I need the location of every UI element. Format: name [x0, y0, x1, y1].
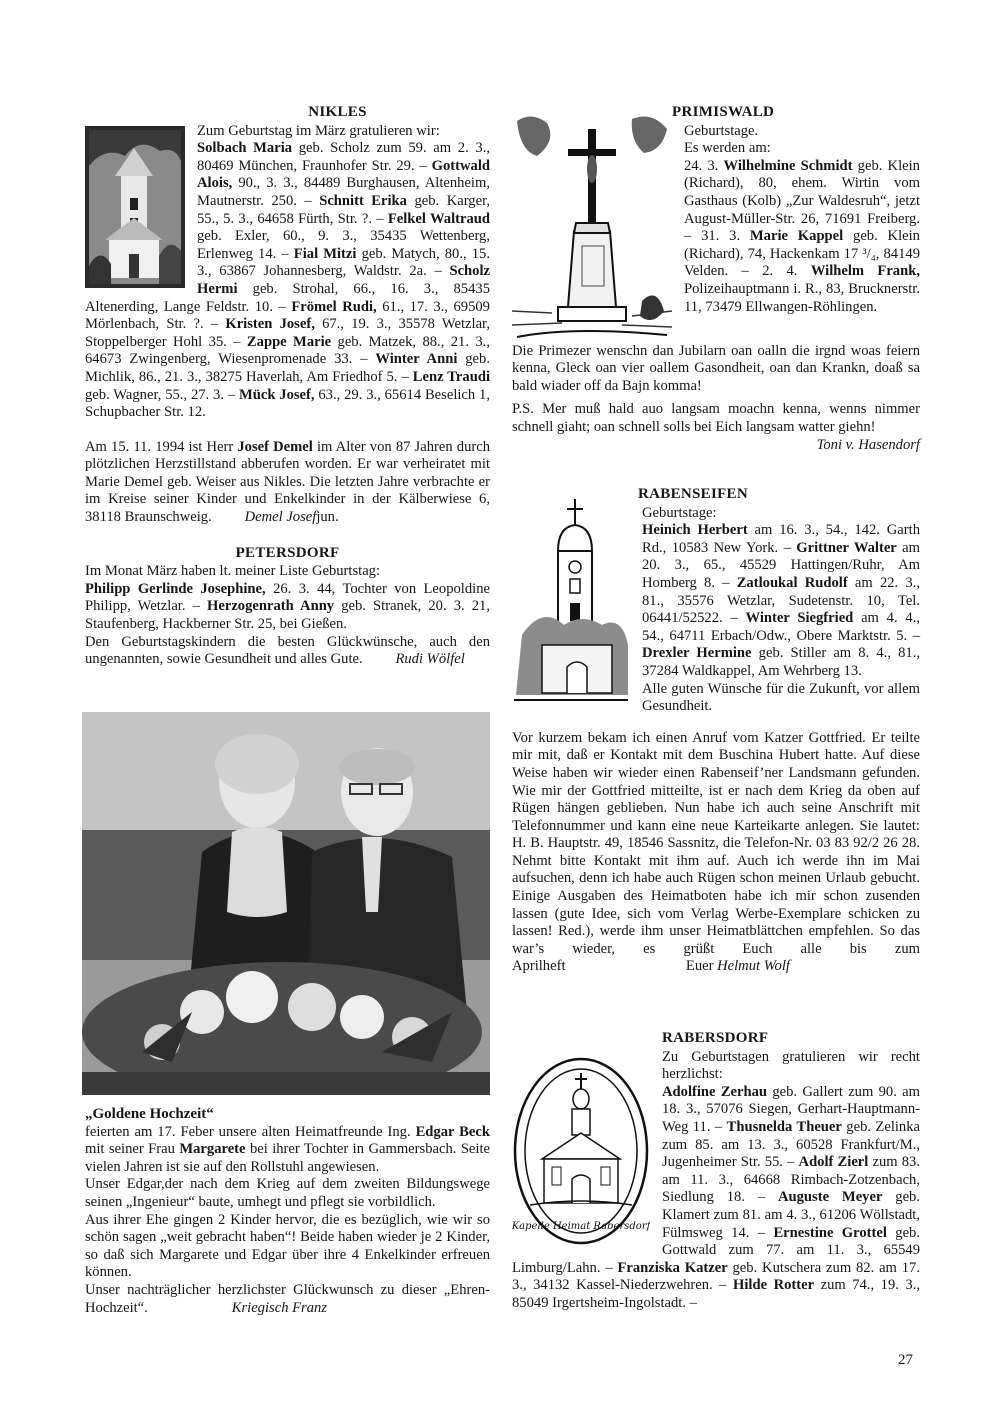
- couple-photo: [82, 712, 490, 1095]
- petersdorf-title: PETERSDORF: [235, 544, 340, 561]
- person-name: Heinich Herbert: [642, 522, 748, 539]
- petersdorf-signature: Rudi Wölfel: [395, 651, 465, 668]
- goldene-hochzeit-section: [85, 1106, 490, 1317]
- birthday-details: 67., 19. 3., 35578 Wetzlar, Stoppelberger Hohl 35. –: [85, 316, 490, 350]
- birthday-date: 24. 3.: [684, 157, 724, 174]
- wishes-text: Den Geburtstagskindern die besten Glückwünsche, auch den ungenannten, sowie Gesundheit und alles Gute.: [85, 633, 490, 668]
- primiswald-signature: Toni v. Hasendorf: [816, 436, 920, 453]
- person-name: Drexler Hermine: [642, 645, 752, 662]
- primiswald-section: [512, 104, 920, 454]
- petersdorf-intro: Im Monat März haben lt. meiner Liste Geburtstag:: [85, 563, 381, 580]
- birthday-details: 90., 3. 3., 84489 Burghausen, Altenheim, Mautnerstr. 250. –: [197, 175, 490, 209]
- rabersdorf-intro: Zu Geburtstagen gratulieren wir recht herzlichst:: [662, 1048, 920, 1083]
- nikles-title: NIKLES: [308, 104, 367, 120]
- birthday-details: geb. Klein (Richard), 80, ehem. Wirtin vom Gasthaus (Kolb) „Zur Waldesruh“, jetzt August-Müller-Str. 26, 71691 Freiberg. – 31. 3.: [684, 157, 920, 245]
- obituary-signature: Demel Josef: [244, 509, 317, 526]
- person-name: Scholz Hermi: [197, 263, 490, 297]
- birthday-details: am 4. 4., 54., 64711 Erbach/Odw., Obere Marktstr. 5. –: [642, 610, 920, 644]
- person-name: Fial Mitzi: [293, 245, 357, 262]
- person-name: Schnitt Erika: [319, 192, 407, 209]
- primiswald-intro2: Es werden am:: [684, 140, 771, 157]
- primiswald-cross-image: [512, 111, 672, 341]
- birthday-details: geb. Karger, 55., 5. 3., 64658 Fürth, Str. ?. –: [197, 192, 490, 227]
- primiswald-intro1: Geburtstage.: [684, 122, 759, 139]
- birthday-details: geb. Scholz zum 59. am 2. 3., 80469 München, Fraunhofer Str. 29. –: [197, 140, 490, 174]
- primiswald-title: PRIMISWALD: [672, 104, 775, 120]
- person-name: Winter Anni: [375, 351, 458, 368]
- birthday-details: geb. Stiller am 8. 4., 81., 37284 Waldkappel, Am Wehrberg 13.: [642, 645, 920, 679]
- birthday-details: geb. Stranek, 20. 3. 21, Staufenberg, Hackberner Str. 25, bei Gießen.: [85, 598, 490, 633]
- birthday-details: geb. Gottwald zum 77. am 11. 3., 65549 Limburg/Lahn. –: [512, 1224, 920, 1276]
- person-name: Philipp Gerlinde Josephine,: [85, 580, 266, 597]
- birthday-details: am 20. 3., 65., 45529 Hattingen/Ruhr, Am Homberg 8. –: [642, 539, 921, 591]
- birthday-details: geb. Wagner, 55., 27. 3. –: [85, 386, 239, 403]
- person-name: Lenz Traudi: [412, 368, 490, 385]
- rabenseifen-church-image: [512, 495, 630, 707]
- person-name: Gottwald Alois,: [197, 157, 490, 192]
- person-name: Wilhelm Frank,: [810, 263, 920, 280]
- birthday-details: geb. Zelinka zum 85. am 13. 3., 60528 Frankfurt/M., Jugenheimer Str. 55. –: [662, 1118, 921, 1171]
- petersdorf-wishes: [85, 634, 490, 669]
- birthday-details: 63., 29. 3., 65614 Beselich 1, Schupbacher Str. 12.: [85, 386, 490, 421]
- person-name: Franziska Katzer: [617, 1259, 728, 1276]
- rabenseifen-signature: Helmut Wolf: [717, 958, 790, 975]
- rabersdorf-section: [512, 1030, 920, 1313]
- birthday-details: geb. Strohal, 66., 16. 3., 85435 Altenerding, Lange Feldstr. 10. –: [85, 280, 490, 315]
- person-name: Wilhelmine Schmidt: [723, 157, 853, 174]
- person-name: Edgar Beck: [415, 1123, 490, 1140]
- person-name: Winter Siegfried: [745, 610, 854, 627]
- person-name: Auguste Meyer: [777, 1189, 883, 1206]
- obituary-text: Am 15. 11. 1994 ist Herr: [85, 438, 238, 455]
- birthday-details: geb. Klein (Richard), 74, Hackenkam 17 ³/₄, 84149 Velden. – 2. 4.: [684, 228, 920, 280]
- rabenseifen-letter: [512, 716, 920, 976]
- person-name: Josef Demel: [237, 438, 313, 455]
- person-name: Adolf Zierl: [798, 1154, 869, 1171]
- article-text: bei ihrer Tochter in Gammersbach. Seite vielen Jahren ist sie auf den Rollstuhl angewiesen.: [85, 1141, 490, 1175]
- letter-text: Vor kurzem bekam ich einen Anruf vom Katzer Gottfried. Er teilte mir mit, daß er Kontakt mit dem Buschina Hubert hatte. Auf diese Weise haben wir wieder einen Rabenseif’ner Landsmann gefunden. Wie mir der Gottfried mitteilte, ist er nach dem Krieg da oben auf Rügen hängen geblieben. Nun habe ich auch seine Anschrift mit Telefonnummer und kann eine neue Karteikarte anlegen. Sie lautet: H. B. Hauptstr. 49, 18546 Sassnitz, die Telefon-Nr. 03 83 92/2 26 28. Nehmt bitte Kontakt mit ihm auf. Auch ich werde ihn im Mai aufsuchen, denn ich habe auch Rügen schon meinen Urlaub gebucht. Einige Ausgaben des Heimatboten habe ich mir schon zusenden lassen (gute Idee, sich vom Verlag Werbe-Exemplare schicken zu lassen! Red.), werde ihm unser Heimatblättchen empfehlen. So das war’s wieder, es grüßt Euch alle bis zum Aprilheft: [512, 729, 920, 975]
- rabenseifen-section: [512, 486, 920, 976]
- birthday-details: zum 83. am 11. 3., 64668 Rimbach-Zotzenbach, Siedlung 18. –: [662, 1154, 920, 1206]
- birthday-details: geb. Michlik, 86., 21. 3., 38275 Haverlah, Am Friedhof 5. –: [85, 351, 490, 385]
- birthday-details: geb. Gallert zum 90. am 18. 3., 57076 Siegen, Gerhart-Hauptmann-Weg 11. –: [662, 1083, 920, 1135]
- nikles-church-image: [85, 126, 185, 288]
- person-name: Herzogenrath Anny: [207, 598, 335, 615]
- person-name: Marie Kappel: [749, 228, 844, 245]
- birthday-details: Polizeihauptmann i. R., 83, Brucknerstr. 11, 73479 Ellwangen-Röhlingen.: [684, 280, 920, 315]
- goldene-hochzeit-para3: Aus ihrer Ehe gingen 2 Kinder hervor, die es bezüglich, wie wir so schön sagen „weit gebracht haben“! Beide haben wieder je 2 Kinder, so daß sich Margarete und Edgar über ihre 4 Enkelkinder erfreuen können.: [85, 1211, 490, 1281]
- person-name: Solbach Maria: [197, 140, 293, 157]
- person-name: Thusnelda Theuer: [726, 1118, 842, 1135]
- primiswald-ps: P.S. Mer muß hald auo langsam moachn kenna, wenns nimmer schnell giaht; oan schnell solls bei Eich langsam watter giehn!: [512, 401, 920, 435]
- primiswald-dialect: Die Primezer wenschn dan Jubilarn oan oalln die irgnd woas feiern kenna, Gleck oan vier oallem Gasondheit, oan dan Krankn, doaß sa bald wiader off da Bajn komma!: [512, 342, 920, 394]
- goldene-hochzeit-para2: Unser Edgar,der nach dem Krieg auf dem zweiten Bildungswege seinen „Ingenieur“ baute, umhegt und pflegt sie vorbildlich.: [85, 1176, 490, 1210]
- rabenseifen-title: RABENSEIFEN: [638, 486, 748, 502]
- page-number: 27: [898, 1352, 913, 1368]
- person-name: Adolfine Zerhau: [662, 1083, 768, 1100]
- birthday-details: zum 74., 19. 3., 85049 Irgertsheim-Ingolstadt. –: [512, 1277, 921, 1311]
- person-name: Felkel Waltraud: [387, 210, 490, 227]
- person-name: Mück Josef,: [238, 386, 315, 403]
- nikles-intro: Zum Geburtstag im März gratulieren wir:: [197, 122, 440, 139]
- article-text: feierten am 17. Feber unsere alten Heimatfreunde Ing.: [85, 1123, 416, 1140]
- birthday-details: geb. Exler, 60., 9. 3., 35435 Wettenberg, Erlenweg 14. –: [197, 228, 490, 262]
- birthday-details: geb. Matych, 80., 15. 3., 63867 Johannesberg, Waldstr. 2a. –: [197, 245, 490, 280]
- article-text: mit seiner Frau: [85, 1141, 180, 1158]
- person-name: Margarete: [179, 1141, 246, 1158]
- rabenseifen-wishes: Alle guten Wünsche für die Zukunft, vor allem Gesundheit.: [642, 680, 920, 715]
- person-name: Hilde Rotter: [733, 1277, 815, 1294]
- nikles-section: [85, 104, 490, 669]
- signature-prefix: Euer: [685, 958, 718, 975]
- birthday-details: 61., 17. 3., 69509 Mörlenbach, Str. ?. –: [85, 298, 490, 333]
- goldene-hochzeit-title: „Goldene Hochzeit“: [85, 1106, 214, 1122]
- person-name: Zappe Marie: [246, 333, 332, 350]
- goldene-hochzeit-para4: [85, 1282, 490, 1317]
- birthday-details: 26. 3. 44, Tochter von Leopoldine Philipp, Wetzlar. –: [85, 580, 490, 615]
- rabersdorf-title: RABERSDORF: [662, 1030, 769, 1046]
- obituary-signature-suffix: jun.: [316, 509, 339, 526]
- obituary-text: im Alter von 87 Jahren durch plötzlichen Herzstillstand abberufen worden. Er war verheiratet mit Marie Demel geb. Weiser aus Nikles. Die letzten Jahre verbrachte er im Kreise seiner Kinder und Enkelkinder in der Kälberwiese 6, 38118 Braunschweig.: [85, 438, 491, 526]
- svg-text:Kapelle Heimat Rabersdorf: Kapelle Heimat Rabersdorf: [512, 1220, 650, 1232]
- person-name: Zatloukal Rudolf: [736, 574, 848, 591]
- petersdorf-birthdays: [85, 581, 490, 634]
- person-name: Ernestine Grottel: [773, 1224, 887, 1241]
- rabersdorf-chapel-emblem: [512, 1055, 650, 1247]
- person-name: Frömel Rudi,: [291, 298, 377, 315]
- goldene-hochzeit-text: [85, 1124, 490, 1177]
- article-text: Unser nachträglicher herzlichster Glückwunsch zu dieser „Ehren-Hochzeit“.: [85, 1281, 490, 1316]
- birthday-details: geb. Matzek, 88., 21. 3., 64673 Zwingenberg, Wiesenpromenade 33. –: [85, 333, 490, 368]
- birthday-details: am 22. 3., 81., 35576 Wetzlar, Sudetenstr. 10, Tel. 06441/52522. –: [642, 574, 920, 627]
- birthday-details: geb. Kutschera zum 82. am 17. 3., 34132 Kassel-Niederzwehren. –: [512, 1259, 920, 1294]
- nikles-obituary: [85, 439, 490, 527]
- goldene-hochzeit-signature: Kriegisch Franz: [231, 1299, 327, 1316]
- person-name: Grittner Walter: [796, 539, 897, 556]
- birthday-details: am 16. 3., 54., 142. Garth Rd., 10583 New York. –: [642, 522, 920, 556]
- rabenseifen-intro: Geburtstage:: [642, 504, 717, 521]
- couple-photo-image: [82, 712, 490, 1095]
- person-name: Kristen Josef,: [225, 316, 315, 333]
- birthday-details: geb. Klamert zum 81. am 4. 3., 61206 Wöllstadt, Fülmsweg 14. –: [662, 1189, 920, 1241]
